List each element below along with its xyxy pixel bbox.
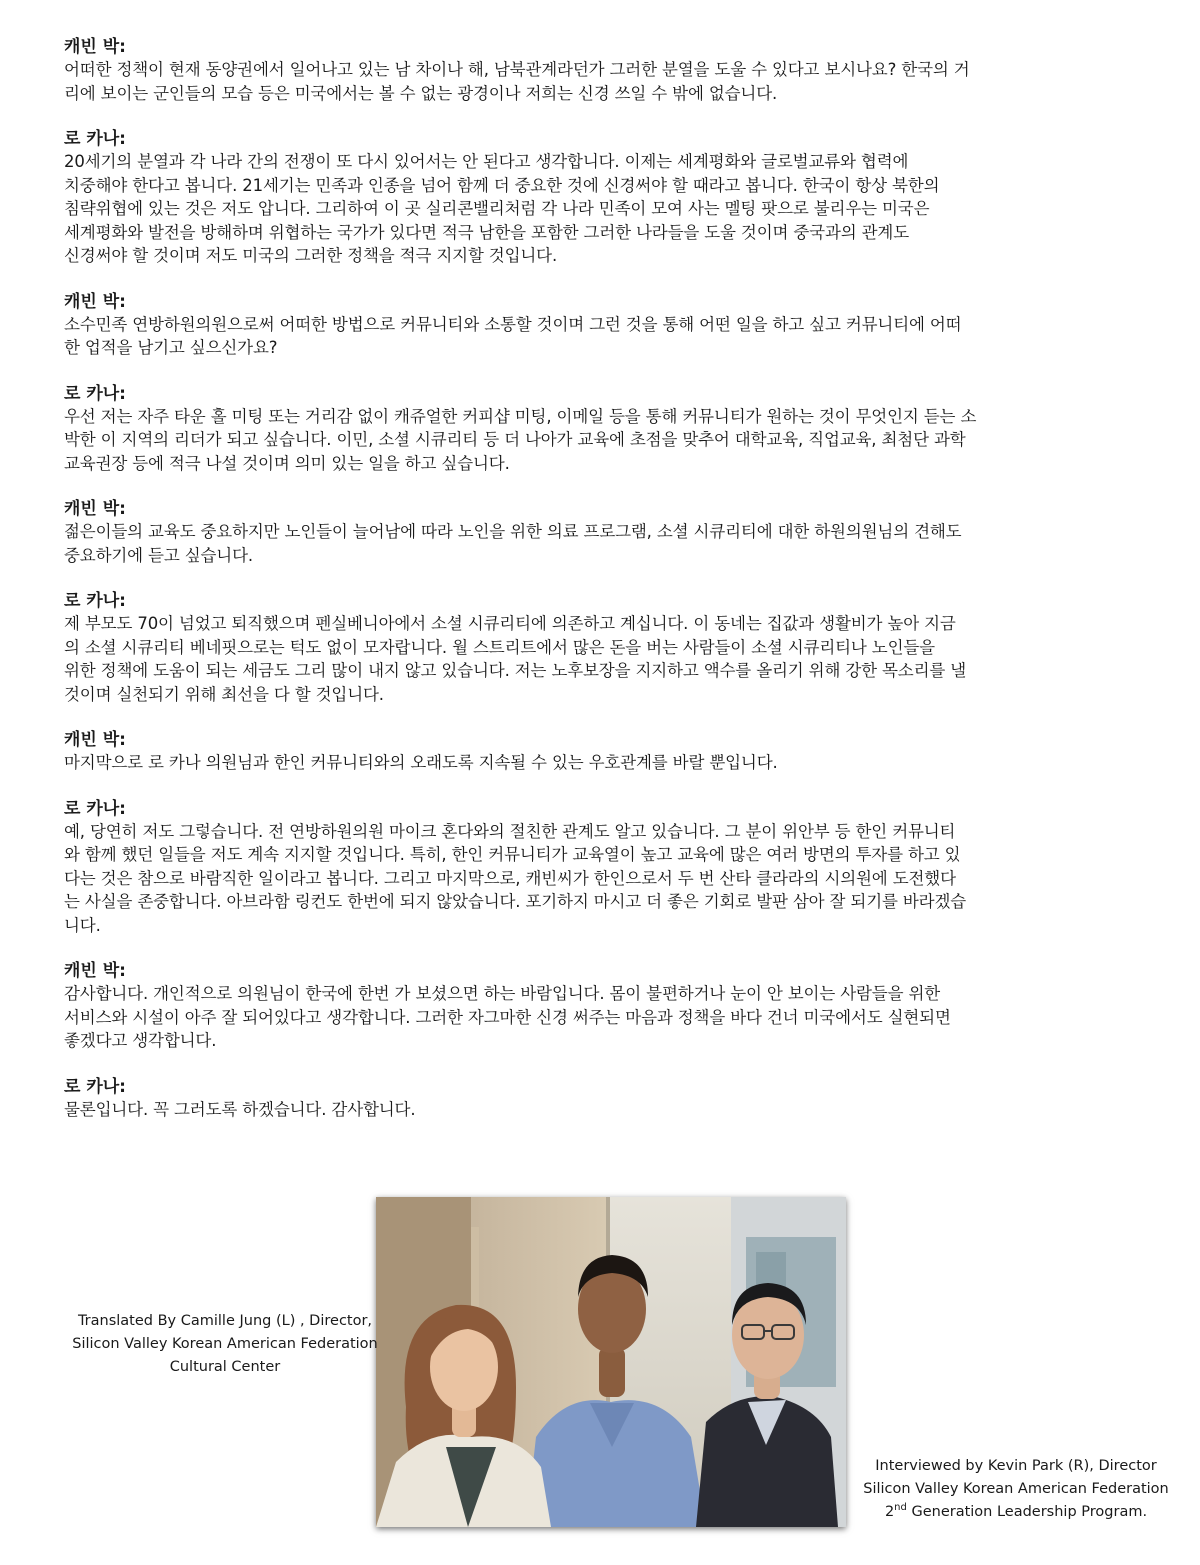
dialogue-text: [64, 405, 1164, 476]
dialogue-line: 는 사실을 존중합니다. 아브라함 링컨도 한번에 되지 않았습니다. 포기하지 마시고 더 좋은 기회로 발판 삼아 잘 되기를 바라겠습: [64, 892, 967, 911]
interview-transcript: [64, 36, 1164, 1144]
dialogue-line: 어떠한 정책이 현재 동양권에서 일어나고 있는 남 차이나 해, 남북관계라던가 그러한 분열을 도울 수 있다고 보시나요? 한국의 거: [64, 60, 970, 79]
program-name: Generation Leadership Program.: [906, 1504, 1148, 1520]
dialogue-line: 중요하기에 듣고 싶습니다.: [64, 545, 253, 565]
dialogue-block: [64, 383, 1164, 476]
dialogue-line: 감사합니다. 개인적으로 의원님이 한국에 한번 가 보셨으면 하는 바람입니다. 몸이 불편하거나 눈이 안 보이는 사람들을 위한: [64, 984, 941, 1003]
dialogue-text: [64, 1098, 1164, 1122]
interviewer-credit-line: [838, 1501, 1194, 1524]
dialogue-line: 젊은이들의 교육도 중요하지만 노인들이 늘어남에 따라 노인을 위한 의료 프로그램, 소셜 시큐리티에 대한 하원의원님의 견해도: [64, 522, 962, 541]
speaker-name: 로 카나:: [64, 383, 126, 404]
dialogue-block: [64, 960, 1164, 1053]
speaker-name: 캐빈 박:: [64, 291, 126, 312]
interviewer-credit: [838, 1455, 1194, 1524]
dialogue-line: 예, 당연히 저도 그렇습니다. 전 연방하원의원 마이크 혼다와의 절친한 관계도 알고 있습니다. 그 분이 위안부 등 한인 커뮤니티: [64, 821, 956, 841]
dialogue-line: 마지막으로 로 카나 의원님과 한인 커뮤니티와의 오래도록 지속될 수 있는 우호관계를 바랄 뿐입니다.: [64, 753, 778, 772]
dialogue-text: [64, 982, 1164, 1053]
dialogue-block: [64, 1076, 1164, 1122]
speaker-name: 로 카나:: [64, 1076, 126, 1097]
dialogue-line: 서비스와 시설이 아주 잘 되어있다고 생각합니다. 그러한 자그마한 신경 써주는 마음과 정책을 바다 건너 미국에서도 실현되면: [64, 1007, 951, 1027]
dialogue-line: 리에 보이는 군인들의 모습 등은 미국에서는 볼 수 없는 광경이나 저희는 신경 쓰일 수 밖에 없습니다.: [64, 83, 778, 103]
dialogue-line: 치중해야 한다고 봅니다. 21세기는 민족과 인종을 넘어 함께 더 중요한 것에 신경써야 할 때라고 봅니다. 한국이 항상 북한의: [64, 175, 940, 195]
dialogue-block: [64, 291, 1164, 360]
group-photo: [376, 1197, 846, 1527]
translator-credit: [52, 1310, 398, 1379]
dialogue-text: [64, 820, 1164, 938]
dialogue-line: 우선 저는 자주 타운 홀 미팅 또는 거리감 없이 캐쥬얼한 커피샵 미팅, 이메일 등을 통해 커뮤니티가 원하는 것이 무엇인지 듣는 소: [64, 406, 977, 426]
interviewer-credit-line: Silicon Valley Korean American Federation: [863, 1481, 1169, 1497]
dialogue-block: [64, 590, 1164, 706]
dialogue-text: [64, 313, 1164, 360]
dialogue-block: [64, 128, 1164, 268]
dialogue-text: [64, 520, 1164, 567]
interviewer-credit-line: Interviewed by Kevin Park (R), Director: [875, 1458, 1157, 1474]
dialogue-line: 니다.: [64, 915, 101, 935]
dialogue-block: [64, 729, 1164, 775]
dialogue-line: 한 업적을 남기고 싶으신가요?: [64, 338, 278, 357]
dialogue-line: 제 부모도 70이 넘었고 퇴직했으며 펜실베니아에서 소셜 시큐리티에 의존하고 계십니다. 이 동네는 집값과 생활비가 높아 지금: [64, 614, 956, 633]
speaker-name: 캐빈 박:: [64, 961, 126, 981]
dialogue-line: 위한 정책에 도움이 되는 세금도 그리 많이 내지 않고 있습니다. 저는 노후보장을 지지하고 액수를 올리기 위해 강한 목소리를 낼: [64, 661, 967, 680]
dialogue-line: 것이며 실천되기 위해 최선을 다 할 것입니다.: [64, 684, 384, 704]
dialogue-line: 와 함께 했던 일들을 저도 계속 지지할 것입니다. 특히, 한인 커뮤니티가 교육열이 높고 교육에 많은 여러 방면의 투자를 하고 있: [64, 845, 961, 864]
dialogue-text: [64, 612, 1164, 706]
dialogue-line: 신경써야 할 것이며 저도 미국의 그러한 정책을 적극 지지할 것입니다.: [64, 246, 558, 265]
translator-credit-line: Translated By Camille Jung (L) , Director,: [77, 1313, 373, 1329]
dialogue-block: [64, 798, 1164, 938]
speaker-name: 캐빈 박:: [64, 37, 126, 57]
translator-credit-line: Silicon Valley Korean American Federation: [72, 1336, 378, 1352]
dialogue-line: 소수민족 연방하원의원으로써 어떠한 방법으로 커뮤니티와 소통할 것이며 그런 것을 통해 어떤 일을 하고 싶고 커뮤니티에 어떠: [64, 314, 962, 334]
dialogue-line: 물론입니다. 꼭 그러도록 하겠습니다. 감사합니다.: [64, 1099, 416, 1119]
speaker-name: 캐빈 박:: [64, 730, 126, 750]
dialogue-text: [64, 58, 1164, 105]
dialogue-line: 다는 것은 참으로 바람직한 일이라고 봅니다. 그리고 마지막으로, 캐빈씨가 한인으로서 두 번 산타 클라라의 시의원에 도전했다: [64, 868, 956, 888]
dialogue-line: 좋겠다고 생각합니다.: [64, 1031, 217, 1050]
ordinal-suffix: nd: [894, 1502, 907, 1514]
translator-credit-line: Cultural Center: [169, 1359, 281, 1375]
dialogue-text: [64, 150, 1164, 268]
speaker-name: 로 카나:: [64, 591, 126, 611]
dialogue-block: [64, 36, 1164, 105]
dialogue-line: 의 소셜 시큐리티 베네핏으로는 턱도 없이 모자랍니다. 월 스트리트에서 많은 돈을 버는 사람들이 소셜 시큐리티나 노인들을: [64, 637, 935, 657]
dialogue-line: 교육권장 등에 적극 나설 것이며 의미 있는 일을 하고 싶습니다.: [64, 453, 510, 473]
dialogue-block: [64, 498, 1164, 567]
dialogue-line: 세계평화와 발전을 방해하며 위협하는 국가가 있다면 적극 남한을 포함한 그러한 나라들을 도울 것이며 중국과의 관계도: [64, 222, 909, 242]
ordinal-number: 2: [884, 1504, 895, 1520]
dialogue-line: 박한 이 지역의 리더가 되고 싶습니다. 이민, 소셜 시큐리티 등 더 나아가 교육에 초점을 맞추어 대학교육, 직업교육, 최첨단 과학: [64, 430, 966, 449]
speaker-name: 로 카나:: [64, 798, 126, 819]
speaker-name: 캐빈 박:: [64, 499, 126, 519]
dialogue-line: 침략위협에 있는 것은 저도 압니다. 그리하여 이 곳 실리콘밸리처럼 각 나라 민족이 모여 사는 멜팅 팟으로 불리우는 미국은: [64, 199, 930, 218]
dialogue-text: [64, 751, 1164, 775]
dialogue-line: 20세기의 분열과 각 나라 간의 전쟁이 또 다시 있어서는 안 된다고 생각합니다. 이제는 세계평화와 글로벌교류와 협력에: [64, 152, 909, 171]
speaker-name: 로 카나:: [64, 129, 126, 149]
